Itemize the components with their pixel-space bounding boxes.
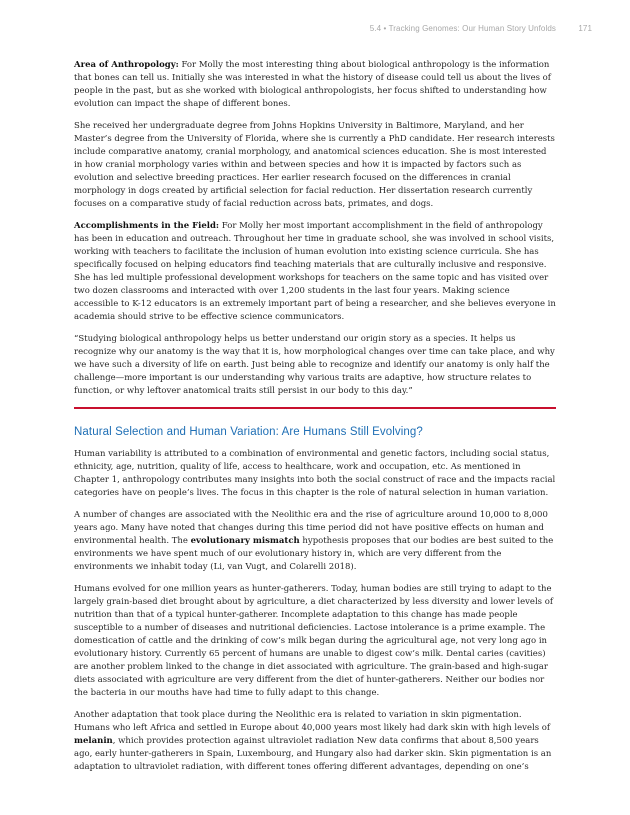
running-title: 5.4 • Tracking Genomes: Our Human Story Unfolds bbox=[369, 24, 557, 33]
section-heading: Natural Selection and Human Variation: Are Humans Still Evolving? bbox=[74, 426, 423, 438]
bio-paragraph: She received her undergraduate degree from Johns Hopkins University in Baltimore, Maryland, and her Master’s degree from the University of Florida, where she is currently a PhD candidate. Her research interests include comparative anatomy, cranial morphology, and anatomical sciences education. She is most interested in how cranial morphology varies within and between species and how it is impacted by factors such as evolution and selective breeding practices. Her earlier research focused on the differences in cranial morphology in dogs created by artificial selection for facial reduction. Her dissertation research currently focuses on a comparative study of facial reduction across bats, primates, and dogs. bbox=[74, 121, 555, 209]
neolithic-paragraph bbox=[74, 509, 556, 574]
page-number: 171 bbox=[578, 24, 592, 33]
area-of-anthropology-paragraph bbox=[74, 59, 556, 111]
quote-paragraph: “Studying biological anthropology helps us better understand our origin story as a species. It helps us recognize why our anatomy is the way that it is, how morphological changes over time can take place, and why we have such a diversity of life on earth. Just being able to recognize and identify our anatomy is only half the challenge—more important is our understanding why various traits are adaptive, how structure relates to function, or why leftover anatomical traits still persist in our body to this day.” bbox=[74, 334, 555, 396]
term-melanin: melanin bbox=[74, 736, 113, 746]
term-evolutionary-mismatch: evolutionary mismatch bbox=[190, 536, 300, 546]
accomplishments-paragraph bbox=[74, 220, 556, 324]
skin-pigmentation-paragraph bbox=[74, 709, 556, 774]
area-label: Area of Anthropology: bbox=[74, 60, 179, 70]
accomplishments-text: For Molly her most important accomplishment in the field of anthropology has been in education and outreach. Throughout her time in graduate school, she was involved in school visits, working with teachers to facilitate the inclusion of human evolution into existing science curricula. She has specifically focused on helping educators find teaching materials that are culturally inclusive and responsive. She has led multiple professional development workshops for teachers on the same topic and has visited over two dozen classrooms and interacted with over 1,200 students in the last four years. Making science accessible to K-12 educators is an extremely important part of being a researcher, and she believes everyone in academia should strive to be effective science communicators. bbox=[74, 221, 556, 322]
pigmentation-text-start: Another adaptation that took place during the Neolithic era is related to variation in skin pigmentation. Humans who left Africa and settled in Europe about 40,000 years most likely had dark skin with high levels of bbox=[74, 710, 551, 733]
neolithic-text-start: A number of changes are associated with the Neolithic era and the rise of agriculture around 10,000 to 8,000 years ago. Many have noted that changes during this time period did not have positive effects on human and environmental health. The bbox=[74, 510, 548, 546]
neolithic-text-end: hypothesis proposes that our bodies are best suited to the environments we have spent much of our evolutionary history in, which are very different from the environments we inhabit today (Li, van Vugt, and Colarelli 2018). bbox=[74, 536, 554, 572]
area-text: For Molly the most interesting thing about biological anthropology is the information that bones can tell us. Initially she was interested in what the history of disease could tell us about the lives of people in the past, but as she worked with biological anthropologists, her focus shifted to understanding how evolution can impact the shape of different bones. bbox=[74, 60, 551, 109]
accomplishments-label: Accomplishments in the Field: bbox=[74, 221, 220, 231]
running-header bbox=[74, 24, 592, 33]
hunter-gatherer-paragraph: Humans evolved for one million years as hunter-gatherers. Today, human bodies are still trying to adapt to the largely grain-based diet brought about by agriculture, a diet characterized by less diversity and lower levels of nutrition than that of a typical hunter-gatherer. Incomplete adaptation to this change has made people susceptible to a number of diseases and nutritional deficiencies. Lactose intolerance is a prime example. The domestication of cattle and the drinking of cow’s milk began during the agricultural age, not very long ago in evolutionary history. Currently 65 percent of humans are unable to digest cow’s milk. Dental caries (cavities) are another problem linked to the change in diet associated with agriculture. The grain-based and high-sugar diets associated with agriculture are very different from the diet of hunter-gatherers. Neither our bodies nor the bacteria in our mouths have had time to fully adapt to this change. bbox=[74, 584, 554, 698]
pigmentation-text-end: , which provides protection against ultraviolet radiation New data confirms that about 8,500 years ago, early hunter-gatherers in Spain, Luxembourg, and Hungary also had darker skin. Skin pigmentation is an adaptation to ultraviolet radiation, with different tones offering different advantages, depending on one’s bbox=[74, 736, 552, 772]
section-divider bbox=[74, 407, 556, 409]
variability-paragraph: Human variability is attributed to a combination of environmental and genetic factors, including social status, ethnicity, age, nutrition, quality of life, access to healthcare, work and occupation, etc. As mentioned in Chapter 1, anthropology contributes many insights into both the social construct of race and the impacts racial categories have on people’s lives. The focus in this chapter is the role of natural selection in human variation. bbox=[74, 449, 556, 498]
page-content bbox=[74, 59, 556, 783]
